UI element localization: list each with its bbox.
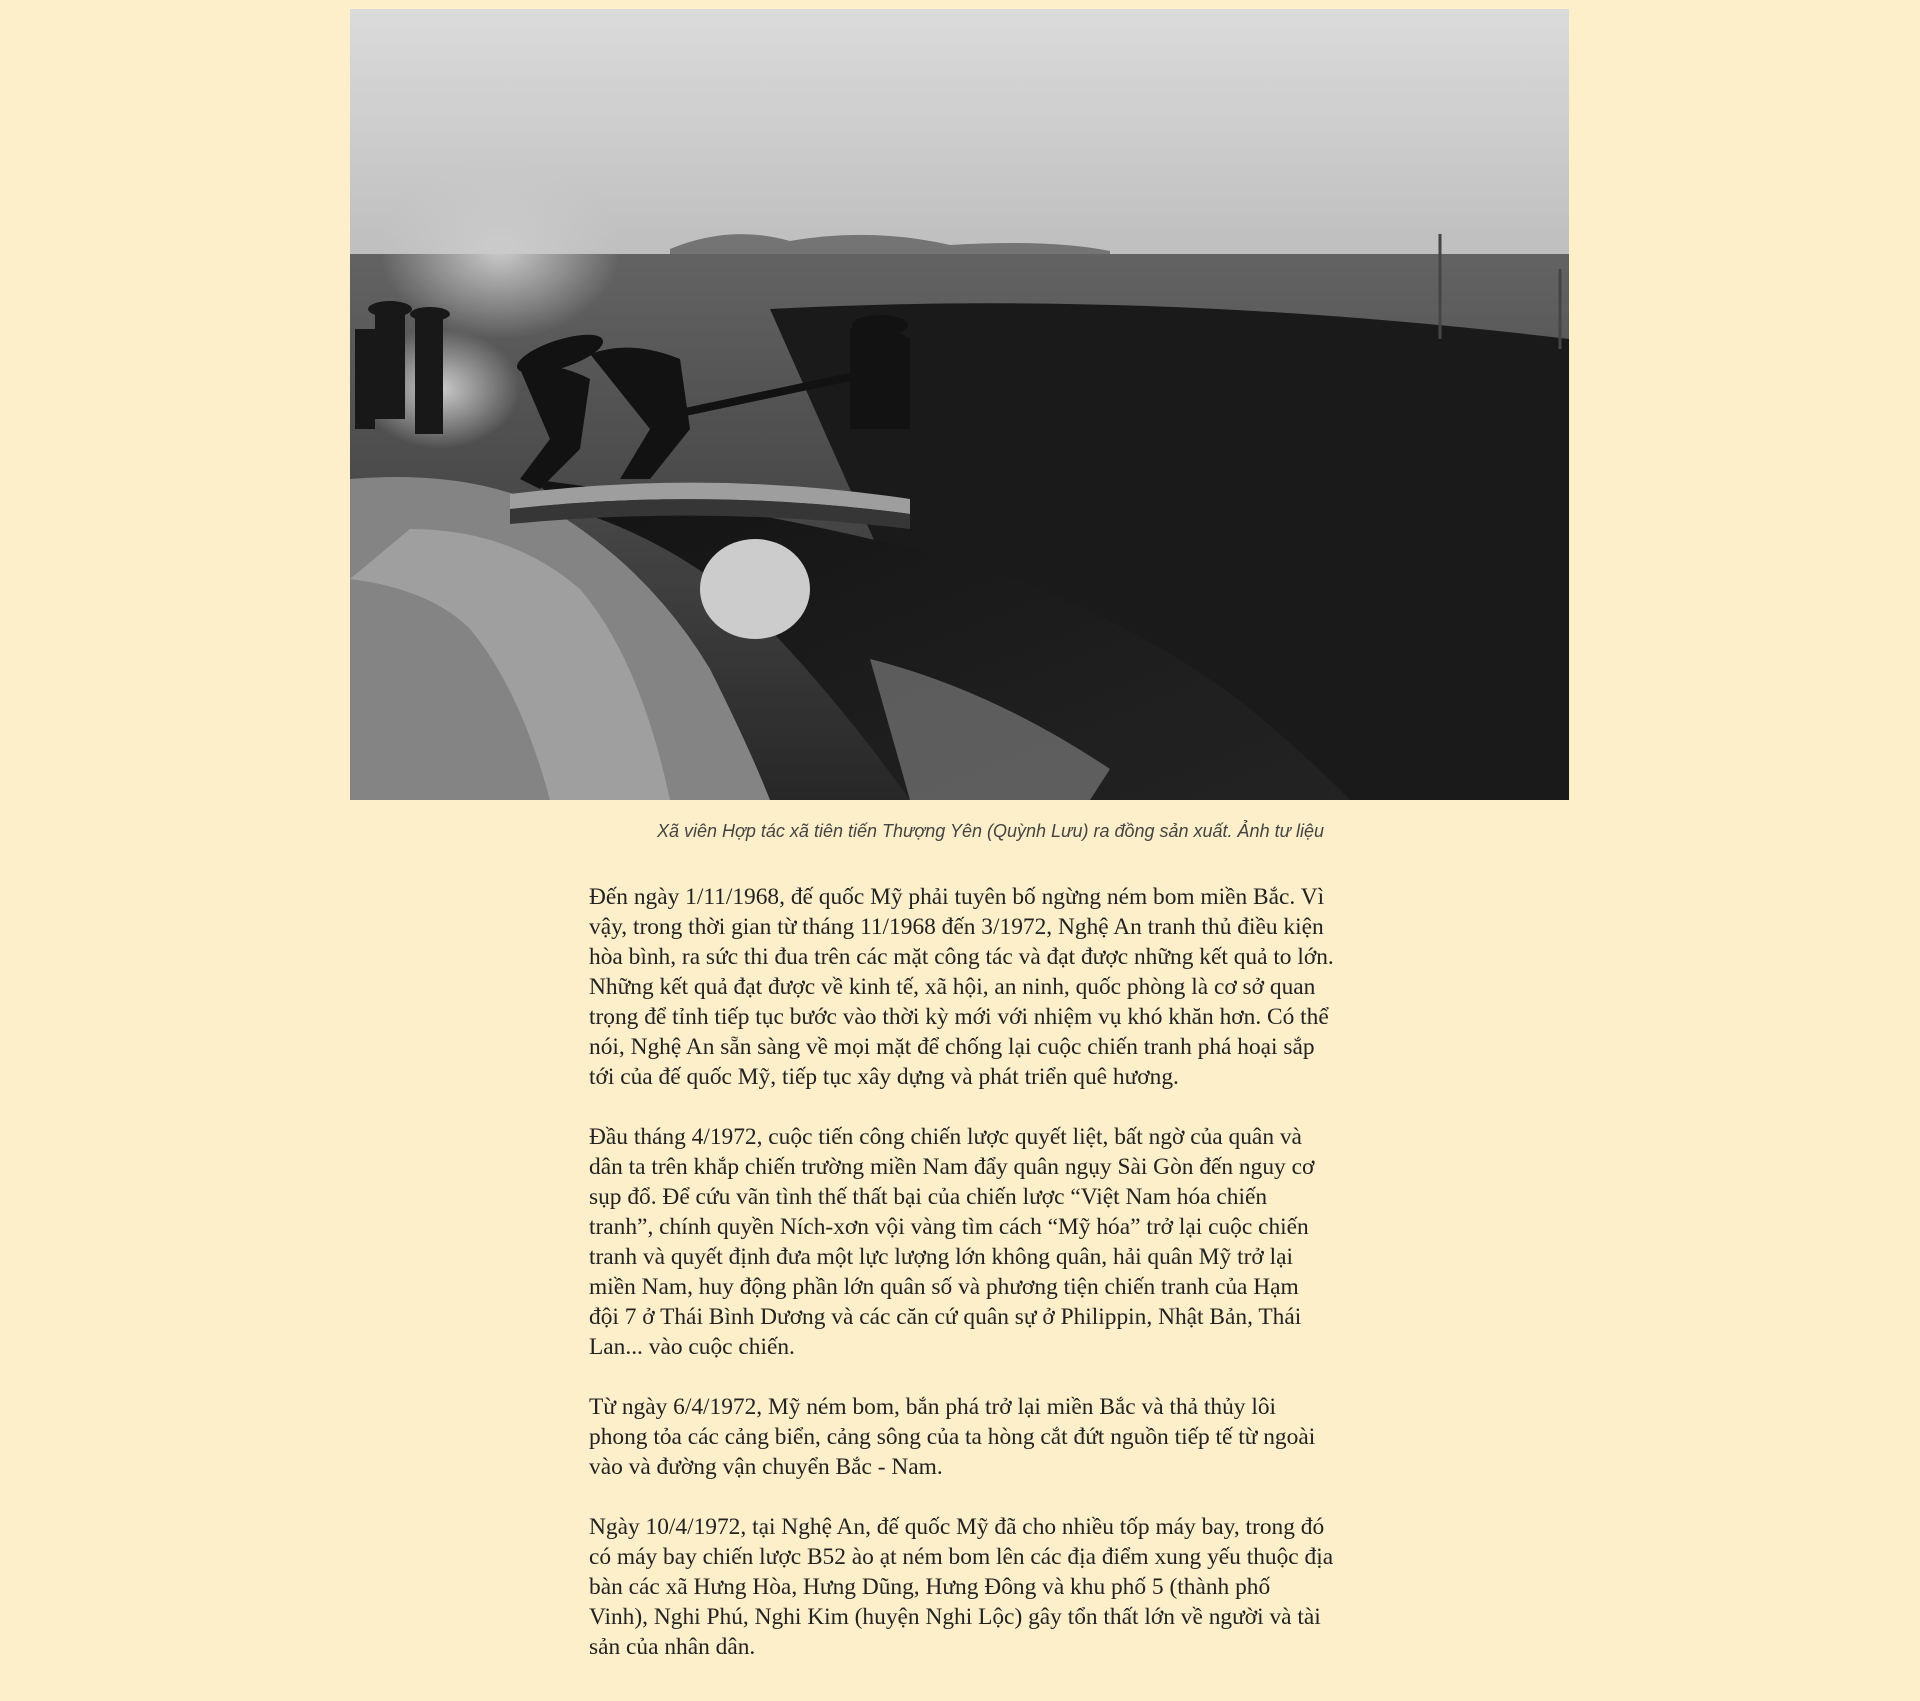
historical-photo bbox=[350, 9, 1569, 800]
article-paragraph: Đến ngày 1/11/1968, đế quốc Mỹ phải tuyên bố ngừng ném bom miền Bắc. Vì vậy, trong thời gian từ tháng 11/1968 đến 3/1972, Nghệ An tranh thủ điều kiện hòa bình, ra sức thi đua trên các mặt công tác và đạt được những kết quả to lớn. Những kết quả đạt được về kinh tế, xã hội, an ninh, quốc phòng là cơ sở quan trọng để tỉnh tiếp tục bước vào thời kỳ mới với nhiệm vụ khó khăn hơn. Có thể nói, Nghệ An sẵn sàng về mọi mặt để chống lại cuộc chiến tranh phá hoại sắp tới của đế quốc Mỹ, tiếp tục xây dựng và phát triển quê hương. bbox=[589, 884, 1334, 1090]
article-body bbox=[589, 882, 1334, 1692]
photo-caption: Xã viên Hợp tác xã tiên tiến Thượng Yên (Quỳnh Lưu) ra đồng sản xuất. Ảnh tư liệu bbox=[656, 821, 1325, 841]
article-paragraph: Ngày 10/4/1972, tại Nghệ An, đế quốc Mỹ đã cho nhiều tốp máy bay, trong đó có máy bay chiến lược B52 ào ạt ném bom lên các địa điểm xung yếu thuộc địa bàn các xã Hưng Hòa, Hưng Dũng, Hưng Đông và khu phố 5 (thành phố Vinh), Nghi Phú, Nghi Kim (huyện Nghi Lộc) gây tổn thất lớn về người và tài sản của nhân dân. bbox=[589, 1514, 1334, 1660]
article-paragraph: Từ ngày 6/4/1972, Mỹ ném bom, bắn phá trở lại miền Bắc và thả thủy lôi phong tỏa các cảng biển, cảng sông của ta hòng cắt đứt nguồn tiếp tế từ ngoài vào và đường vận chuyển Bắc - Nam. bbox=[589, 1394, 1316, 1480]
article-paragraph: Đầu tháng 4/1972, cuộc tiến công chiến lược quyết liệt, bất ngờ của quân và dân ta trên khắp chiến trường miền Nam đẩy quân ngụy Sài Gòn đến nguy cơ sụp đổ. Để cứu vãn tình thế thất bại của chiến lược “Việt Nam hóa chiến tranh”, chính quyền Ních-xơn vội vàng tìm cách “Mỹ hóa” trở lại cuộc chiến tranh và quyết định đưa một lực lượng lớn không quân, hải quân Mỹ trở lại miền Nam, huy động phần lớn quân số và phương tiện chiến tranh của Hạm đội 7 ở Thái Bình Dương và các căn cứ quân sự ở Philippin, Nhật Bản, Thái Lan... vào cuộc chiến. bbox=[589, 1124, 1315, 1360]
